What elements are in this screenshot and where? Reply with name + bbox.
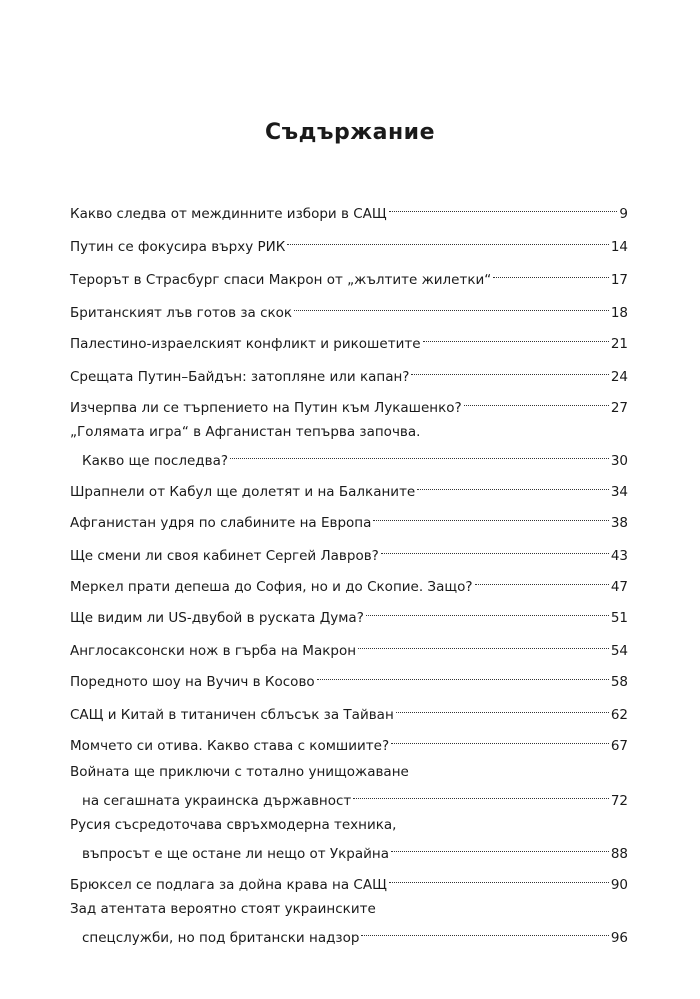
- toc-page-number: 88: [610, 846, 628, 862]
- toc-entry: [70, 262, 628, 288]
- toc-entry-title: Ще видим ли US-двубой в руската Дума?: [70, 610, 364, 626]
- toc-entry: [70, 697, 628, 723]
- toc-page-number: 9: [619, 206, 628, 222]
- toc-entry-title: Шрапнели от Кабул ще долетят и на Балканите: [70, 484, 416, 500]
- toc-page-number: 27: [610, 400, 628, 416]
- dot-leader: [230, 443, 609, 465]
- toc-page-number: 51: [610, 610, 628, 626]
- toc-page-number: 43: [610, 548, 628, 564]
- toc-entry-title: Британският лъв готов за скок: [70, 305, 293, 321]
- toc-entry: [70, 867, 628, 893]
- toc-entry: [70, 600, 628, 626]
- dot-leader: [417, 474, 609, 496]
- toc-entry: [70, 538, 628, 564]
- toc-entry-title: въпросът е ще остане ли нещо от Украйна: [82, 846, 390, 862]
- toc-page-number: 72: [610, 793, 628, 809]
- table-of-contents: [70, 0, 628, 999]
- toc-entry-title: Поредното шоу на Вучич в Косово: [70, 674, 315, 690]
- toc-entry-title: Ще смени ли своя кабинет Сергей Лавров?: [70, 548, 379, 564]
- toc-page-number: 30: [610, 453, 628, 469]
- toc-entry-title: Меркел прати депеша до София, но и до Скопие. Защо?: [70, 579, 473, 595]
- dot-leader: [391, 728, 609, 750]
- toc-entry: [70, 633, 628, 659]
- toc-entry: [70, 569, 628, 595]
- toc-page-number: 67: [610, 738, 628, 754]
- toc-page-number: 18: [610, 305, 628, 321]
- dot-leader: [389, 196, 618, 218]
- dot-leader: [391, 836, 609, 858]
- dot-leader: [373, 505, 608, 527]
- toc-entry: [70, 196, 628, 222]
- toc-entry-title: Афганистан удря по слабините на Европа: [70, 515, 372, 531]
- dot-leader: [411, 359, 608, 381]
- toc-page-number: 54: [610, 643, 628, 659]
- toc-page-number: 34: [610, 484, 628, 500]
- toc-entry: [70, 359, 628, 385]
- toc-entry: [70, 326, 628, 352]
- toc-entry-title: на сегашната украинска държавност: [82, 793, 352, 809]
- toc-page-number: 21: [610, 336, 628, 352]
- toc-entry-title: Какво ще последва?: [82, 453, 229, 469]
- toc-entry-title: Момчето си отива. Какво става с комшиите?: [70, 738, 390, 754]
- toc-entry-title: Путин се фокусира върху РИК: [70, 239, 286, 255]
- toc-page-number: 90: [610, 877, 628, 893]
- dot-leader: [358, 633, 609, 655]
- dot-leader: [381, 538, 609, 560]
- toc-page-number: 62: [610, 707, 628, 723]
- toc-page-number: 38: [610, 515, 628, 531]
- toc-entry-title: „Голямата игра“ в Афганистан тепърва започва.: [70, 424, 421, 440]
- toc-entry-title: Изчерпва ли се търпението на Путин към Лукашенко?: [70, 400, 462, 416]
- toc-page-number: 24: [610, 369, 628, 385]
- dot-leader: [464, 390, 609, 412]
- toc-entry-title: Терорът в Страсбург спаси Макрон от „жълтите жилетки“: [70, 272, 492, 288]
- toc-entry-title: Брюксел се подлага за дойна крава на САЩ: [70, 877, 387, 893]
- toc-entry: [70, 814, 628, 862]
- toc-entry: [70, 421, 628, 469]
- toc-entry-title: Палестино-израелският конфликт и рикошетите: [70, 336, 421, 352]
- dot-leader: [493, 262, 609, 284]
- toc-entry-title: спецслужби, но под британски надзор: [82, 930, 360, 946]
- toc-entry-title: САЩ и Китай в титаничен сблъсък за Тайван: [70, 707, 394, 723]
- toc-entry-title: Какво следва от междинните избори в САЩ: [70, 206, 387, 222]
- toc-page-number: 58: [610, 674, 628, 690]
- toc-page-number: 47: [610, 579, 628, 595]
- toc-entry: [70, 728, 628, 754]
- dot-leader: [353, 783, 609, 805]
- toc-page-number: 96: [610, 930, 628, 946]
- toc-entry: [70, 761, 628, 809]
- page-title: Съдържание: [265, 120, 435, 145]
- toc-page-number: 17: [610, 272, 628, 288]
- dot-leader: [287, 229, 608, 251]
- dot-leader: [366, 600, 609, 622]
- dot-leader: [361, 920, 608, 942]
- dot-leader: [294, 295, 609, 317]
- dot-leader: [396, 697, 609, 719]
- toc-entry-title: Русия съсредоточава свръхмодерна техника,: [70, 817, 397, 833]
- toc-entry-title: Срещата Путин–Байдън: затопляне или капан?: [70, 369, 410, 385]
- dot-leader: [317, 664, 609, 686]
- toc-entry-title: Зад атентата вероятно стоят украинските: [70, 901, 376, 917]
- dot-leader: [475, 569, 609, 591]
- toc-entry-title: Войната ще приключи с тотално унищожаване: [70, 764, 409, 780]
- toc-entry: [70, 390, 628, 416]
- toc-entry: [70, 474, 628, 500]
- dot-leader: [389, 867, 609, 889]
- toc-page-number: 14: [610, 239, 628, 255]
- toc-entry-title: Англосаксонски нож в гърба на Макрон: [70, 643, 357, 659]
- toc-entry: [70, 295, 628, 321]
- toc-entry: [70, 505, 628, 531]
- toc-entry: [70, 664, 628, 690]
- toc-entry: [70, 229, 628, 255]
- toc-entry: [70, 898, 628, 946]
- dot-leader: [423, 326, 609, 348]
